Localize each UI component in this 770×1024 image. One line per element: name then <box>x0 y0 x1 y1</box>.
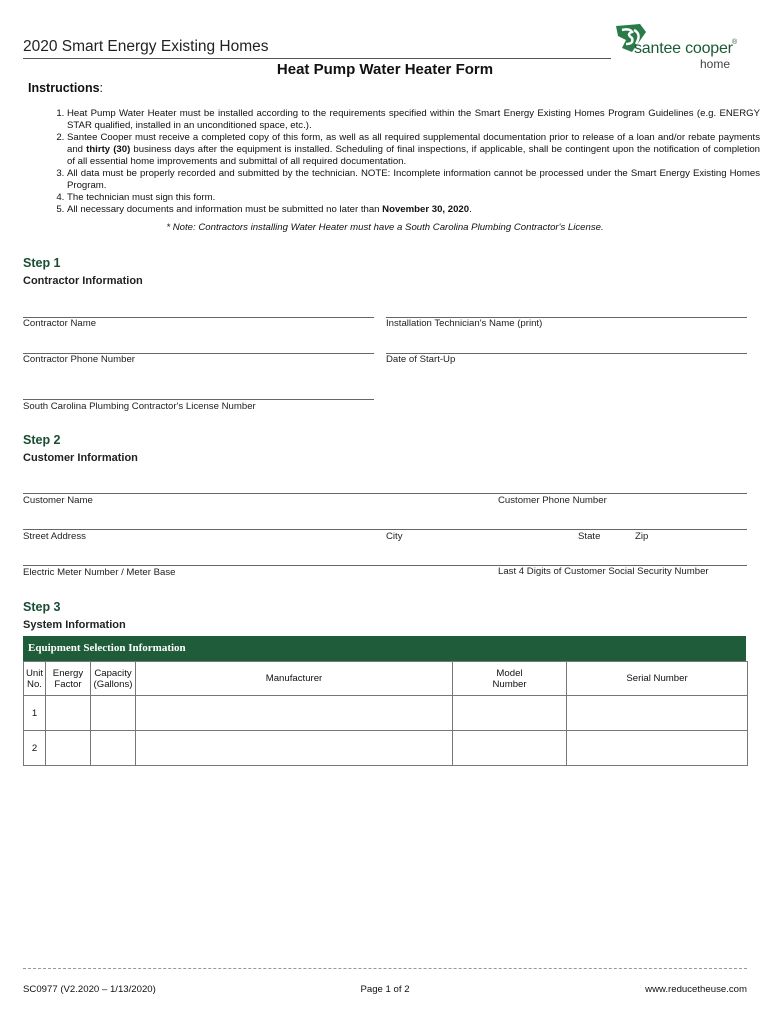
unit-number-cell: 1 <box>24 696 46 731</box>
instructions-label: Instructions: <box>28 81 104 95</box>
instructions-list <box>47 108 760 216</box>
table-row <box>24 696 748 731</box>
serial-number-cell[interactable] <box>567 731 748 766</box>
equipment-table <box>23 661 748 766</box>
equipment-table-header <box>24 662 748 696</box>
capacity-cell[interactable] <box>91 696 136 731</box>
unit-number-cell: 2 <box>24 731 46 766</box>
instruction-item: 2. Santee Cooper must receive a completed copy of this form, as well as all required supplemental documentation prior to release of a loan and/or rebate payments and thirty (30) business days after the equipment is installed. Scheduling of final inspections, if applicable, shall be contingent upon the notification of completion of all essential home improvements and submittal of all required documentation. <box>67 132 760 168</box>
table-row <box>24 731 748 766</box>
instruction-item: 1. Heat Pump Water Heater must be installed according to the requirements specified within the Smart Energy Existing Homes Program Guidelines (e.g. ENERGY STAR qualified, installed in an unconditioned space, etc.). <box>67 108 760 132</box>
license-number-line[interactable] <box>23 399 374 400</box>
model-number-cell[interactable] <box>453 731 567 766</box>
website-link[interactable]: www.reducetheuse.com <box>645 984 747 995</box>
logo-trademark: ® <box>732 39 738 46</box>
col-unit-no: Unit No. <box>24 662 46 696</box>
zip-label: Zip <box>635 531 649 542</box>
city-label: City <box>386 531 403 542</box>
customer-name-label: Customer Name <box>23 495 93 506</box>
energy-factor-cell[interactable] <box>46 696 91 731</box>
form-code: SC0977 (V2.2020 – 1/13/2020) <box>23 984 156 995</box>
step-2-heading: Step 2 <box>23 433 61 447</box>
col-model-number: Model Number <box>453 662 567 696</box>
col-manufacturer: Manufacturer <box>136 662 453 696</box>
model-number-cell[interactable] <box>453 696 567 731</box>
meter-number-label: Electric Meter Number / Meter Base <box>23 567 176 578</box>
logo-brand-text: santee cooper <box>634 40 733 57</box>
col-capacity: Capacity (Gallons) <box>91 662 136 696</box>
street-address-label: Street Address <box>23 531 86 542</box>
license-number-label: South Carolina Plumbing Contractor's License Number <box>23 401 256 412</box>
footer-rule <box>23 968 747 969</box>
address-line[interactable] <box>23 529 747 530</box>
page-number: Page 1 of 2 <box>360 984 410 995</box>
step-3-heading: Step 3 <box>23 600 61 614</box>
contractor-phone-label: Contractor Phone Number <box>23 354 135 365</box>
startup-date-label: Date of Start-Up <box>386 354 456 365</box>
col-energy-factor: Energy Factor <box>46 662 91 696</box>
customer-phone-label: Customer Phone Number <box>498 495 607 506</box>
instruction-item: 3. All data must be properly recorded and submitted by the technician. NOTE: Incomplete information cannot be processed under the Smart Energy Existing Homes Program. <box>67 168 760 192</box>
customer-name-line[interactable] <box>23 493 747 494</box>
contractor-info-title: Contractor Information <box>23 275 143 287</box>
capacity-cell[interactable] <box>91 731 136 766</box>
form-title: Heat Pump Water Heater Form <box>276 61 494 78</box>
equipment-table-title: Equipment Selection Information <box>23 636 746 661</box>
title-rule <box>23 58 611 59</box>
instruction-item: 5. All necessary documents and information must be submitted no later than November 30, 2020. <box>67 204 760 216</box>
contractor-name-label: Contractor Name <box>23 318 97 329</box>
technician-name-label: Installation Technician's Name (print) <box>386 318 543 329</box>
manufacturer-cell[interactable] <box>136 731 453 766</box>
logo-sub-text: home <box>700 57 731 71</box>
step-1-heading: Step 1 <box>23 256 61 270</box>
customer-info-title: Customer Information <box>23 452 138 464</box>
serial-number-cell[interactable] <box>567 696 748 731</box>
ssn-last4-label: Last 4 Digits of Customer Social Security Number <box>498 566 709 577</box>
santee-cooper-logo <box>600 18 750 80</box>
system-info-title: System Information <box>23 619 126 631</box>
energy-factor-cell[interactable] <box>46 731 91 766</box>
manufacturer-cell[interactable] <box>136 696 453 731</box>
state-label: State <box>578 531 601 542</box>
program-title: 2020 Smart Energy Existing Homes <box>23 38 269 55</box>
col-serial-number: Serial Number <box>567 662 748 696</box>
contractor-license-note: * Note: Contractors installing Water Heater must have a South Carolina Plumbing Contractor's License. <box>166 222 604 233</box>
instruction-item: 4. The technician must sign this form. <box>67 192 760 204</box>
